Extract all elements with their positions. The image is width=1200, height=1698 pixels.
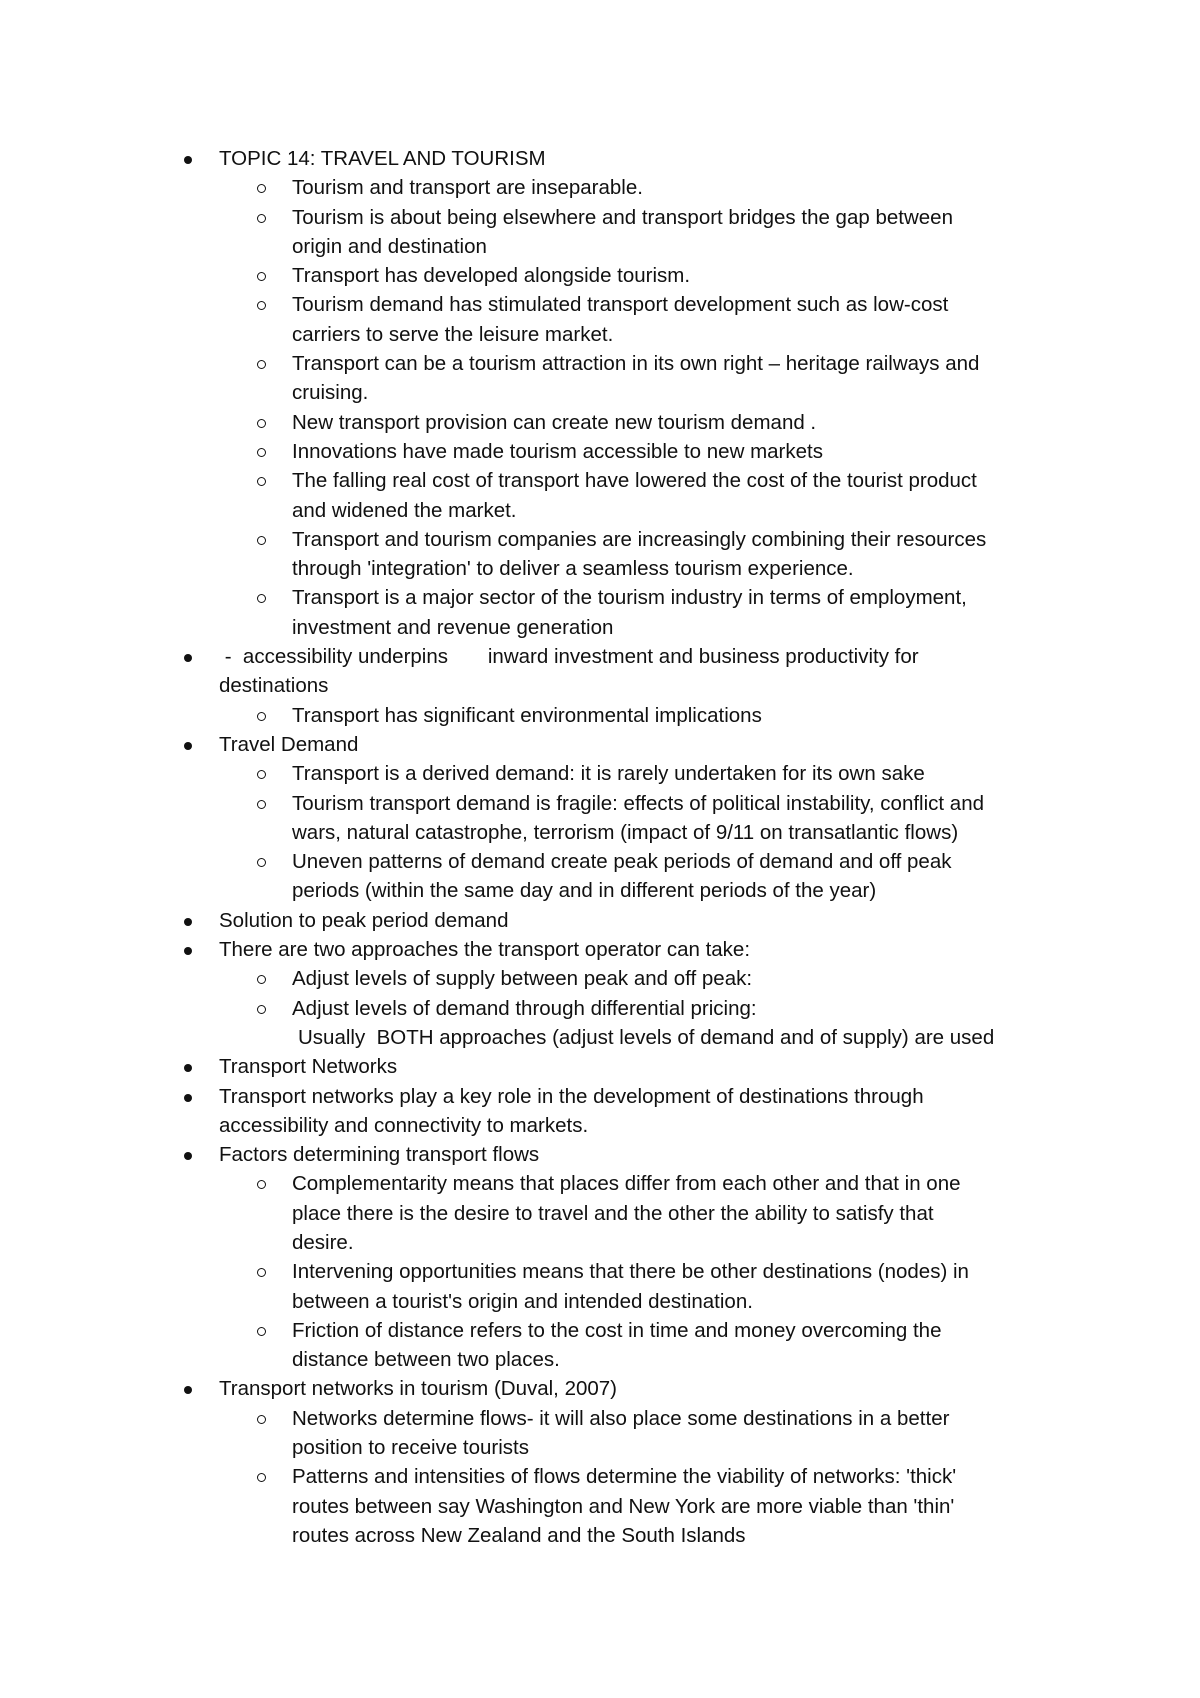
list-item-text: Tourism and transport are inseparable. [292, 176, 643, 200]
list-item-text: The falling real cost of transport have lowered the cost of the tourist product [292, 469, 977, 493]
list-item-text: destinations [219, 674, 329, 698]
sub-bullet-item-line [0, 789, 1200, 818]
list-item-text: wars, natural catastrophe, terrorism (impact of 9/11 on transatlantic flows) [292, 820, 959, 844]
sub-bullet-item-line [0, 554, 1200, 583]
bullet-list [0, 144, 1200, 1550]
list-item-text: Transport networks in tourism (Duval, 2007) [219, 1377, 617, 1401]
sub-bullet-item-line [0, 847, 1200, 876]
hollow-bullet-icon [257, 360, 266, 369]
sub-bullet-item-line [0, 1287, 1200, 1316]
hollow-bullet-icon [257, 272, 266, 281]
list-item-text: Usually BOTH approaches (adjust levels of demand and of supply) are used [298, 1025, 995, 1049]
list-item-text: desire. [292, 1230, 354, 1254]
hollow-bullet-icon [257, 975, 266, 984]
list-item-text: and widened the market. [292, 498, 517, 522]
sub-bullet-item-line [0, 1492, 1200, 1521]
hollow-bullet-icon [257, 1415, 266, 1424]
list-item-text: TOPIC 14: TRAVEL AND TOURISM [219, 147, 546, 170]
sub-bullet-item-line [0, 173, 1200, 202]
sub-bullet-item-line [0, 994, 1200, 1023]
sub-bullet-item-line [0, 320, 1200, 349]
list-item-text: periods (within the same day and in different periods of the year) [292, 879, 877, 903]
sub-bullet-item-line [0, 1345, 1200, 1374]
sub-bullet-item-line [0, 1316, 1200, 1345]
list-item-text: Transport Networks [219, 1055, 398, 1079]
list-item-text: Patterns and intensities of flows determine the viability of networks: 'thick' [292, 1465, 957, 1489]
list-item-text: Tourism transport demand is fragile: effects of political instability, conflict and [292, 791, 985, 815]
list-item-text: Tourism demand has stimulated transport development such as low-cost [292, 293, 949, 317]
list-item-text: accessibility and connectivity to markets. [219, 1113, 589, 1137]
list-item-text: distance between two places. [292, 1348, 560, 1372]
hollow-bullet-icon [257, 1268, 266, 1277]
bullet-item-line [0, 935, 1200, 964]
list-item-text: Transport has developed alongside tourism. [292, 264, 691, 288]
list-item-text: origin and destination [292, 234, 487, 258]
hollow-bullet-icon [257, 800, 266, 809]
list-item-text: Transport is a major sector of the tourism industry in terms of employment, [292, 586, 967, 610]
list-item-text: Transport is a derived demand: it is rarely undertaken for its own sake [292, 762, 925, 786]
list-item-text: Travel Demand [219, 732, 359, 756]
list-item-text: investment and revenue generation [292, 615, 614, 639]
sub-bullet-item-line [0, 408, 1200, 437]
hollow-bullet-icon [257, 536, 266, 545]
list-item-text: There are two approaches the transport operator can take: [219, 938, 751, 962]
list-item-text: carriers to serve the leisure market. [292, 322, 614, 346]
list-item-text: Uneven patterns of demand create peak periods of demand and off peak [292, 850, 952, 874]
sub-bullet-item-line [0, 232, 1200, 261]
sub-bullet-item-line [0, 437, 1200, 466]
hollow-bullet-icon [257, 770, 266, 779]
bullet-icon [184, 1386, 192, 1394]
list-item-text: Intervening opportunities means that there be other destinations (nodes) in [292, 1260, 969, 1284]
sub-bullet-item-line [0, 203, 1200, 232]
hollow-bullet-icon [257, 419, 266, 428]
list-item-text: routes across New Zealand and the South Islands [292, 1523, 746, 1547]
list-item-text: between a tourist's origin and intended destination. [292, 1289, 753, 1313]
sub-bullet-item-line [0, 1228, 1200, 1257]
list-item-text: cruising. [292, 381, 369, 405]
hollow-bullet-icon [257, 712, 266, 721]
list-item-text: through 'integration' to deliver a seamless tourism experience. [292, 557, 854, 581]
bullet-icon [184, 156, 192, 164]
bullet-icon [184, 1152, 192, 1160]
hollow-bullet-icon [257, 594, 266, 603]
list-item-text: Tourism is about being elsewhere and transport bridges the gap between [292, 205, 953, 229]
sub-bullet-item-line [0, 466, 1200, 495]
sub-bullet-item-line [0, 378, 1200, 407]
bullet-item-line [0, 1111, 1200, 1140]
sub-bullet-item-line [0, 583, 1200, 612]
hollow-bullet-icon [257, 184, 266, 193]
sub-bullet-item-line [0, 349, 1200, 378]
sub-bullet-item-line [0, 525, 1200, 554]
hollow-bullet-icon [257, 1473, 266, 1482]
list-item-text: Networks determine flows- it will also place some destinations in a better [292, 1406, 950, 1430]
list-item-text: Factors determining transport flows [219, 1143, 540, 1167]
bullet-item-line [0, 1052, 1200, 1081]
bullet-item-line [0, 642, 1200, 671]
bullet-icon [184, 947, 192, 955]
sub-bullet-item-line [0, 701, 1200, 730]
hollow-bullet-icon [257, 214, 266, 223]
sub-bullet-item-line [0, 759, 1200, 788]
list-item-text: place there is the desire to travel and the other the ability to satisfy that [292, 1201, 934, 1225]
bullet-item-line [0, 144, 1200, 173]
bullet-item-line [0, 730, 1200, 759]
list-item-text: position to receive tourists [292, 1436, 530, 1460]
list-item-text: Transport can be a tourism attraction in its own right – heritage railways and [292, 352, 980, 376]
note-line [0, 1023, 1200, 1052]
sub-bullet-item-line [0, 818, 1200, 847]
bullet-icon [184, 742, 192, 750]
sub-bullet-item-line [0, 964, 1200, 993]
list-item-text: Transport and tourism companies are increasingly combining their resources [292, 527, 987, 551]
bullet-icon [184, 1094, 192, 1102]
list-item-text: Friction of distance refers to the cost in time and money overcoming the [292, 1318, 942, 1342]
list-item-text: Solution to peak period demand [219, 908, 509, 932]
sub-bullet-item-line [0, 1199, 1200, 1228]
hollow-bullet-icon [257, 1005, 266, 1014]
bullet-item-line [0, 1082, 1200, 1111]
list-item-text: routes between say Washington and New York are more viable than 'thin' [292, 1494, 955, 1518]
hollow-bullet-icon [257, 1327, 266, 1336]
sub-bullet-item-line [0, 1433, 1200, 1462]
bullet-icon [184, 1064, 192, 1072]
list-item-text: Innovations have made tourism accessible to new markets [292, 439, 823, 463]
sub-bullet-item-line [0, 290, 1200, 319]
list-item-text: Complementarity means that places differ from each other and that in one [292, 1172, 961, 1196]
list-item-text: Adjust levels of supply between peak and off peak: [292, 967, 753, 991]
sub-bullet-item-line [0, 876, 1200, 905]
hollow-bullet-icon [257, 477, 266, 486]
bullet-icon [184, 918, 192, 926]
hollow-bullet-icon [257, 1180, 266, 1189]
sub-bullet-item-line [0, 261, 1200, 290]
bullet-item-line [0, 1140, 1200, 1169]
list-item-text: New transport provision can create new tourism demand . [292, 410, 817, 434]
sub-bullet-item-line [0, 1521, 1200, 1550]
sub-bullet-item-line [0, 613, 1200, 642]
bullet-item-line [0, 671, 1200, 700]
sub-bullet-item-line [0, 1257, 1200, 1286]
list-item-text: - accessibility underpins inward investment and business productivity for [219, 645, 919, 669]
sub-bullet-item-line [0, 1462, 1200, 1491]
list-item-text: Transport has significant environmental implications [292, 703, 762, 727]
bullet-item-line [0, 1374, 1200, 1403]
list-item-text: Transport networks play a key role in the development of destinations through [219, 1084, 924, 1108]
sub-bullet-item-line [0, 1404, 1200, 1433]
bullet-icon [184, 654, 192, 662]
hollow-bullet-icon [257, 448, 266, 457]
sub-bullet-item-line [0, 496, 1200, 525]
hollow-bullet-icon [257, 301, 266, 310]
bullet-item-line [0, 906, 1200, 935]
hollow-bullet-icon [257, 858, 266, 867]
list-item-text: Adjust levels of demand through differential pricing: [292, 996, 757, 1020]
sub-bullet-item-line [0, 1169, 1200, 1198]
